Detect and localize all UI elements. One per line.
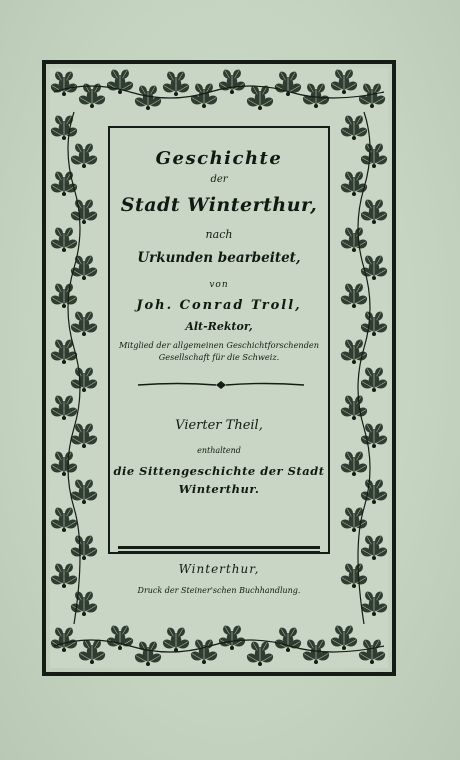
imprint-rule-thick bbox=[118, 546, 320, 549]
title-panel bbox=[108, 126, 330, 554]
title-nach: nach bbox=[205, 228, 233, 241]
part-number: Vierter Theil, bbox=[175, 418, 263, 433]
author-role: Alt-Rektor, bbox=[185, 320, 253, 333]
by-label: von bbox=[209, 280, 229, 290]
title-line-2: Stadt Winterthur, bbox=[120, 194, 318, 216]
membership-line-2: Gesellschaft für die Schweiz. bbox=[158, 352, 280, 362]
title-line-3: Urkunden bearbeitet, bbox=[137, 250, 301, 266]
subtitle-line-2: Winterthur. bbox=[178, 482, 260, 496]
containing-label: enthaltend bbox=[197, 446, 241, 455]
imprint-printer: Druck der Steiner'schen Buchhandlung. bbox=[137, 586, 301, 595]
imprint-place: Winterthur, bbox=[178, 562, 260, 576]
imprint-rule-thin bbox=[118, 551, 320, 552]
membership-line-1: Mitglied der allgemeinen Geschichtforschenden bbox=[118, 340, 320, 350]
subtitle-line-1: die Sittengeschichte der Stadt bbox=[113, 464, 325, 478]
author-name: Joh. Conrad Troll, bbox=[136, 298, 302, 313]
ornamental-rule-icon bbox=[136, 380, 306, 390]
title-line-1: Geschichte bbox=[155, 148, 283, 169]
title-der: der bbox=[210, 174, 228, 185]
